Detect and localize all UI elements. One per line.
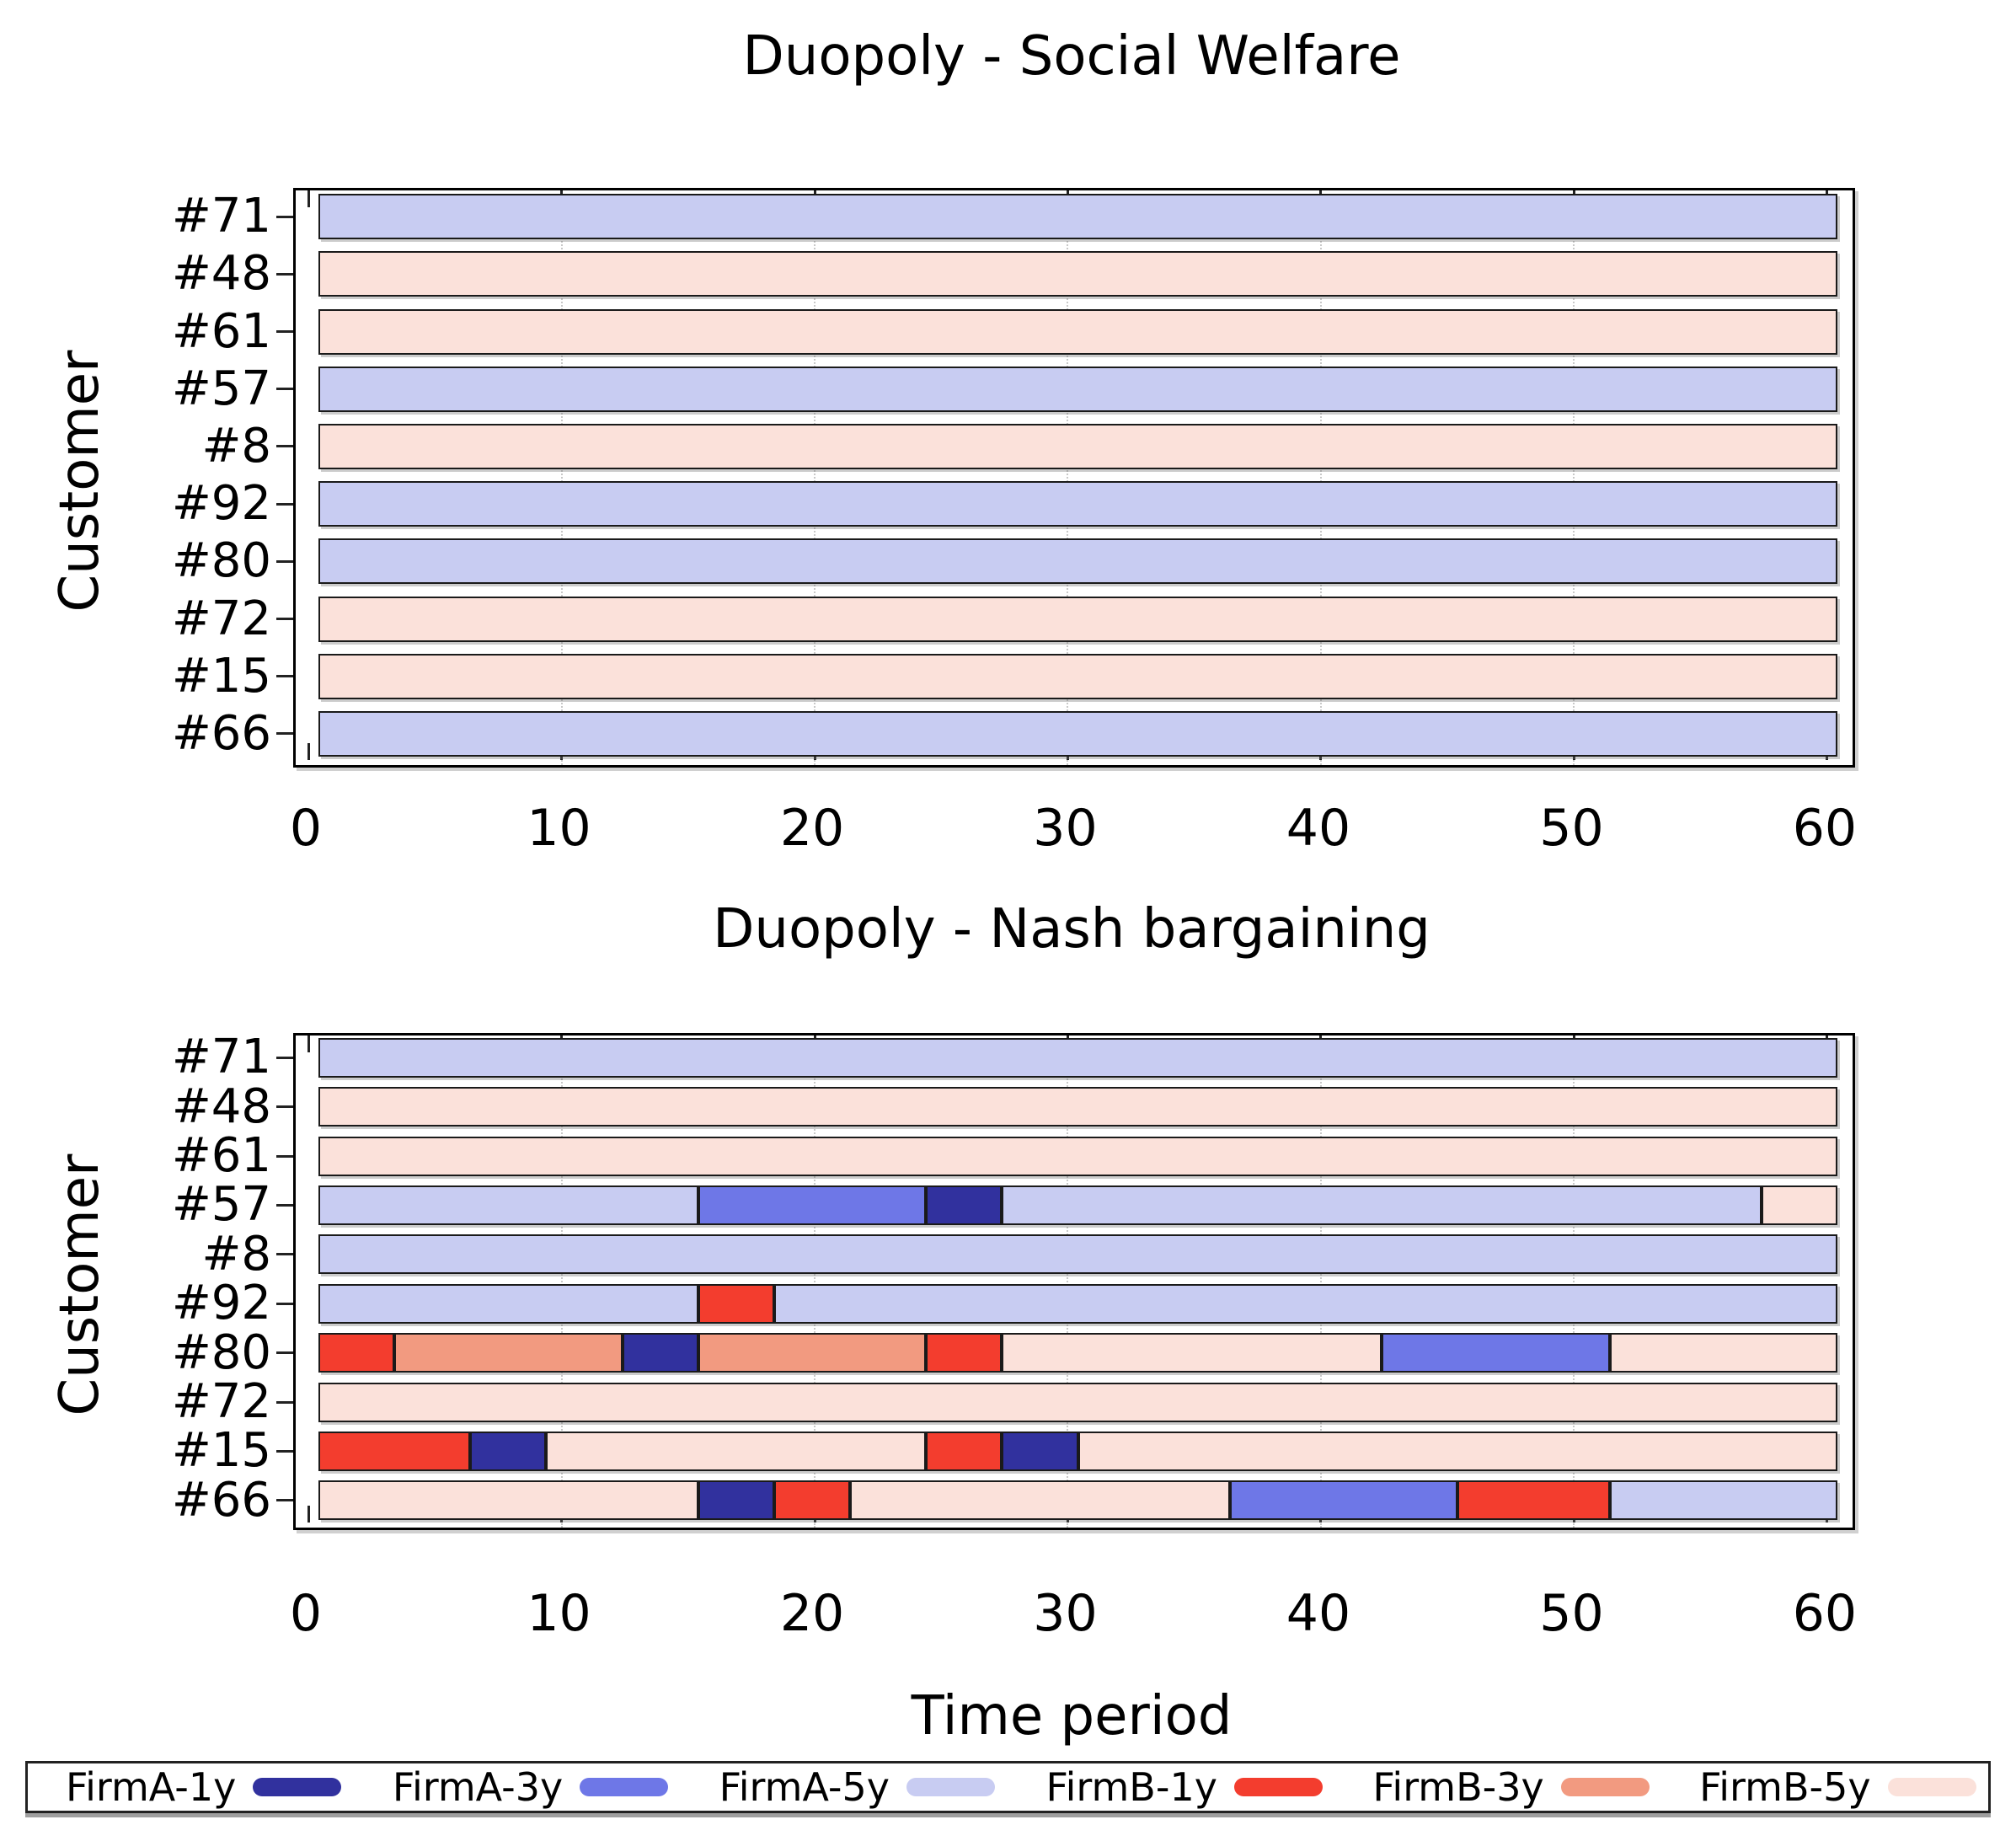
x-tick-label: 30 <box>1033 1584 1098 1643</box>
x-axis-tick <box>307 1506 310 1523</box>
bar-segment-80-FirmB-5y <box>1002 1333 1382 1373</box>
bar-segment-66-FirmA-3y <box>1230 1480 1457 1520</box>
y-axis-label-bottom: Customer <box>49 1153 111 1416</box>
y-tick-label-customer: #57 <box>171 1177 271 1233</box>
x-axis-label: Time period <box>911 1685 1233 1747</box>
bar-segment-66-FirmA-5y <box>318 711 1837 757</box>
x-tick-label: 0 <box>289 799 323 858</box>
y-axis-tick <box>276 1155 293 1158</box>
y-tick-label-customer: #71 <box>171 189 271 244</box>
y-tick-label-customer: #72 <box>171 1374 271 1429</box>
bar-segment-15-FirmB-5y <box>1078 1432 1837 1471</box>
bar-segment-8-FirmA-5y <box>318 1234 1837 1274</box>
legend-swatch-FirmA-1y <box>253 1778 341 1796</box>
legend-item-FirmB-5y <box>1661 1764 1988 1810</box>
bar-segment-15-FirmB-5y <box>546 1432 926 1471</box>
y-axis-tick <box>276 1253 293 1255</box>
legend <box>25 1761 1991 1813</box>
x-tick-label: 10 <box>527 1584 591 1643</box>
bar-segment-71-FirmA-5y <box>318 194 1837 239</box>
legend-item-FirmB-1y <box>1008 1764 1334 1810</box>
bar-segment-80-FirmB-1y <box>318 1333 394 1373</box>
bar-segment-48-FirmB-5y <box>318 1087 1837 1127</box>
y-axis-tick <box>276 1204 293 1207</box>
legend-label: FirmA-5y <box>719 1764 890 1810</box>
plot-area-nash-bargaining <box>293 1033 1855 1530</box>
bar-segment-80-FirmB-1y <box>926 1333 1002 1373</box>
legend-swatch-FirmB-5y <box>1888 1778 1976 1796</box>
y-tick-label-customer: #92 <box>171 476 271 532</box>
chart-title-social-welfare: Duopoly - Social Welfare <box>742 25 1401 88</box>
bar-segment-66-FirmA-5y <box>1610 1480 1837 1520</box>
bar-segment-66-FirmB-5y <box>850 1480 1230 1520</box>
y-tick-label-customer: #48 <box>171 1078 271 1134</box>
bar-segment-66-FirmB-1y <box>1457 1480 1609 1520</box>
legend-label: FirmB-1y <box>1045 1764 1217 1810</box>
y-axis-tick <box>276 1499 293 1501</box>
bar-segment-57-FirmA-5y <box>318 1185 698 1225</box>
x-tick-label: 40 <box>1286 799 1351 858</box>
bar-segment-72-FirmB-5y <box>318 597 1837 642</box>
y-axis-tick <box>276 1401 293 1404</box>
x-tick-label: 10 <box>527 799 591 858</box>
bar-segment-57-FirmA-3y <box>698 1185 926 1225</box>
legend-swatch-FirmA-3y <box>580 1778 668 1796</box>
legend-label: FirmA-1y <box>66 1764 237 1810</box>
bar-segment-15-FirmB-5y <box>318 654 1837 699</box>
bar-segment-80-FirmB-5y <box>1610 1333 1837 1373</box>
bar-segment-61-FirmB-5y <box>318 309 1837 355</box>
y-tick-label-customer: #66 <box>171 1472 271 1528</box>
bar-segment-61-FirmB-5y <box>318 1137 1837 1176</box>
bar-segment-66-FirmB-5y <box>318 1480 698 1520</box>
bar-segment-15-FirmA-1y <box>1002 1432 1078 1471</box>
y-tick-label-customer: #61 <box>171 1128 271 1183</box>
legend-swatch-FirmB-1y <box>1234 1778 1323 1796</box>
chart-title-nash-bargaining: Duopoly - Nash bargaining <box>713 898 1430 961</box>
x-axis-tick <box>307 1036 310 1052</box>
legend-item-FirmA-5y <box>682 1764 1008 1810</box>
bar-segment-92-FirmA-5y <box>318 1284 698 1324</box>
legend-label: FirmB-5y <box>1699 1764 1871 1810</box>
y-axis-tick <box>276 216 293 218</box>
x-tick-label: 40 <box>1286 1584 1351 1643</box>
y-axis-tick <box>276 1057 293 1059</box>
y-tick-label-customer: #71 <box>171 1030 271 1085</box>
x-tick-label: 30 <box>1033 799 1098 858</box>
y-axis-tick <box>276 732 293 735</box>
x-axis-tick <box>307 190 310 207</box>
y-axis-tick <box>276 445 293 447</box>
legend-swatch-FirmB-3y <box>1561 1778 1650 1796</box>
legend-item-FirmA-3y <box>355 1764 682 1810</box>
bar-segment-57-FirmB-5y <box>1762 1185 1837 1225</box>
bar-segment-80-FirmB-3y <box>394 1333 622 1373</box>
y-axis-tick <box>276 1105 293 1108</box>
bar-segment-72-FirmB-5y <box>318 1383 1837 1422</box>
x-tick-label: 50 <box>1539 1584 1604 1643</box>
legend-swatch-FirmA-5y <box>906 1778 995 1796</box>
x-tick-label: 60 <box>1792 799 1858 858</box>
y-tick-label-customer: #80 <box>171 1325 271 1380</box>
y-tick-label-customer: #48 <box>171 246 271 302</box>
bar-segment-57-FirmA-1y <box>926 1185 1002 1225</box>
bar-segment-8-FirmB-5y <box>318 424 1837 469</box>
bar-segment-66-FirmB-1y <box>774 1480 850 1520</box>
y-axis-tick <box>276 503 293 506</box>
y-tick-label-customer: #8 <box>201 1226 271 1282</box>
y-axis-tick <box>276 1303 293 1305</box>
y-tick-label-customer: #57 <box>171 361 271 416</box>
bar-segment-71-FirmA-5y <box>318 1038 1837 1078</box>
y-tick-label-customer: #61 <box>171 303 271 359</box>
y-tick-label-customer: #15 <box>171 1423 271 1479</box>
bar-segment-57-FirmA-5y <box>318 367 1837 412</box>
y-axis-label-top: Customer <box>49 350 111 613</box>
x-tick-label: 0 <box>289 1584 323 1643</box>
y-tick-label-customer: #15 <box>171 648 271 704</box>
bar-segment-92-FirmB-1y <box>698 1284 774 1324</box>
bar-segment-80-FirmA-5y <box>318 538 1837 584</box>
bar-segment-92-FirmA-5y <box>774 1284 1837 1324</box>
y-tick-label-customer: #80 <box>171 533 271 589</box>
bar-segment-80-FirmA-1y <box>623 1333 698 1373</box>
plot-area-social-welfare <box>293 188 1855 768</box>
bar-segment-57-FirmA-5y <box>1002 1185 1761 1225</box>
legend-label: FirmA-3y <box>392 1764 564 1810</box>
x-tick-label: 20 <box>779 1584 845 1643</box>
legend-label: FirmB-3y <box>1372 1764 1544 1810</box>
x-axis-tick <box>307 743 310 760</box>
y-tick-label-customer: #8 <box>201 418 271 474</box>
y-axis-tick <box>276 388 293 390</box>
y-tick-label-customer: #66 <box>171 705 271 761</box>
y-axis-tick <box>276 1450 293 1453</box>
legend-item-FirmB-3y <box>1334 1764 1661 1810</box>
bar-segment-80-FirmB-3y <box>698 1333 926 1373</box>
y-axis-tick <box>276 273 293 276</box>
bar-segment-80-FirmA-3y <box>1382 1333 1609 1373</box>
y-axis-tick <box>276 675 293 677</box>
x-tick-label: 20 <box>779 799 845 858</box>
y-tick-label-customer: #92 <box>171 1276 271 1331</box>
y-axis-tick <box>276 1351 293 1354</box>
bar-segment-15-FirmB-1y <box>318 1432 470 1471</box>
bar-segment-15-FirmB-1y <box>926 1432 1002 1471</box>
legend-item-FirmA-1y <box>28 1764 355 1810</box>
bar-segment-92-FirmA-5y <box>318 481 1837 527</box>
bar-segment-66-FirmA-1y <box>698 1480 774 1520</box>
y-axis-tick <box>276 330 293 333</box>
x-tick-label: 50 <box>1539 799 1604 858</box>
x-tick-label: 60 <box>1792 1584 1858 1643</box>
y-tick-label-customer: #72 <box>171 591 271 646</box>
y-axis-tick <box>276 618 293 620</box>
bar-segment-48-FirmB-5y <box>318 251 1837 297</box>
bar-segment-15-FirmA-1y <box>470 1432 546 1471</box>
y-axis-tick <box>276 560 293 563</box>
